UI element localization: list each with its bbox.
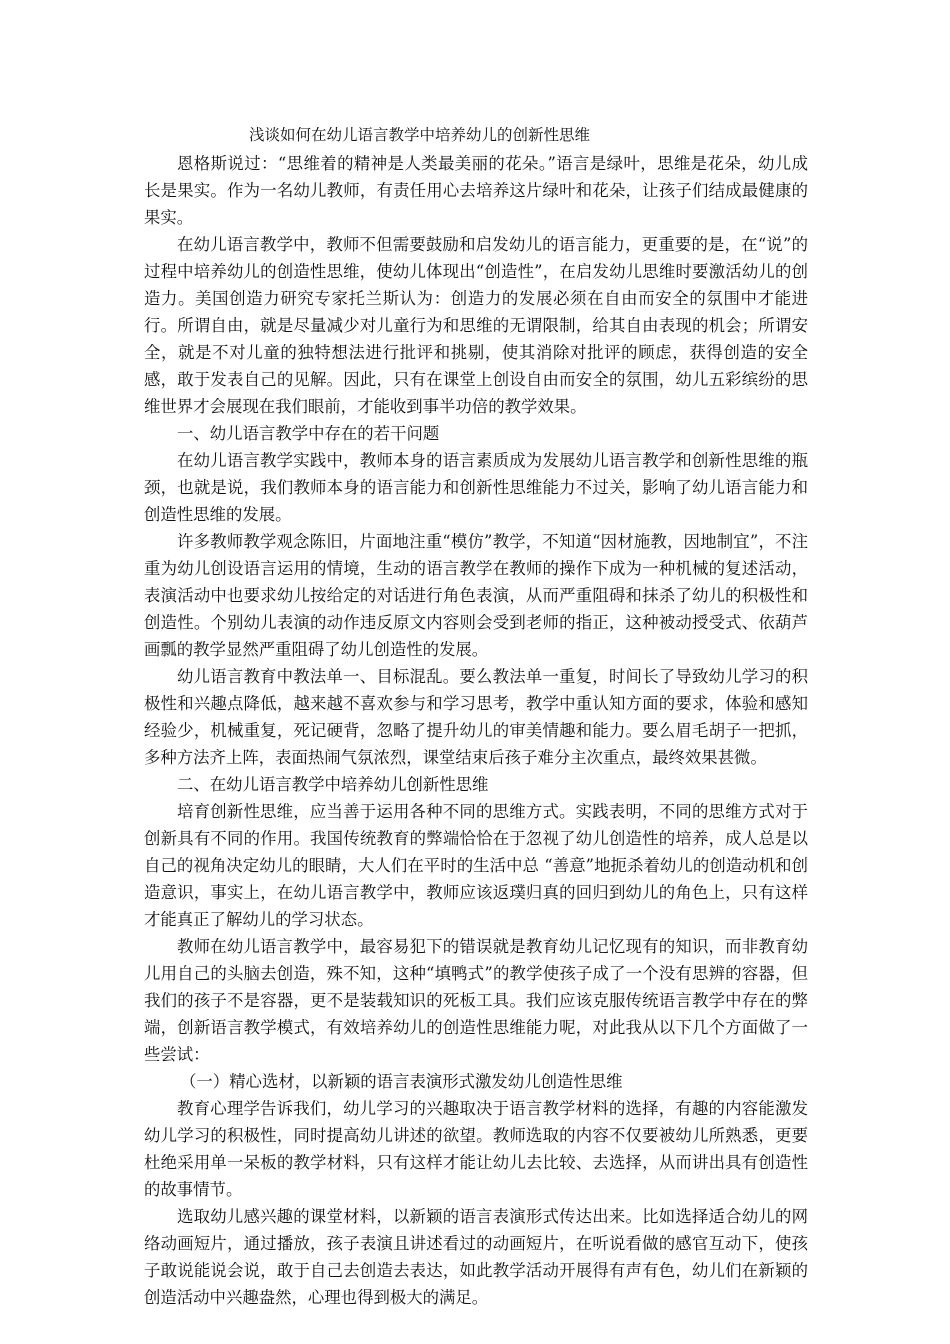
paragraph-outdated-concepts: 许多教师教学观念陈旧，片面地注重“模仿”教学，不知道“因材施教，因地制宜”，不注重为幼儿创设语言运用的情境，生动的语言教学在教师的操作下成为一种机械的复述活动，表演活动中也要求幼儿按给定的对话进行角色表演，从而严重阻碍和抹杀了幼儿的积极性和创造性。个别幼儿表演的动作违反原文内容则会受到老师的指正，这种被动授受式、依葫芦画瓢的教学显然严重阻碍了幼儿创造性的发展。 (144, 532, 808, 659)
paragraph-creative-thinking: 在幼儿语言教学中，教师不但需要鼓励和启发幼儿的语言能力，更重要的是，在“说”的过程中培养幼儿的创造性思维，使幼儿体现出“创造性”，在启发幼儿思维时要激活幼儿的创造力。美国创造力研究专家托兰斯认为：创造力的发展必须在自由而安全的氛围中才能进行。所谓自由，就是尽量减少对儿童行为和思维的无谓限制，给其自由表现的机会；所谓安全，就是不对儿童的独特想法进行批评和挑剔，使其消除对批评的顾虑，获得创造的安全感，敢于发表自己的见解。因此，只有在课堂上创设自由而安全的氛围，幼儿五彩缤纷的思维世界才会展现在我们眼前，才能收到事半功倍的教学效果。 (144, 235, 808, 416)
section-heading-problems: 一、幼儿语言教学中存在的若干问题 (177, 424, 440, 443)
paragraph-common-mistake: 教师在幼儿语言教学中，最容易犯下的错误就是教育幼儿记忆现有的知识，而非教育幼儿用自己的头脑去创造，殊不知，这种“填鸭式”的教学使孩子成了一个没有思辨的容器，但我们的孩子不是容器，更不是装载知识的死板工具。我们应该克服传统语言教学中存在的弊端，创新语言教学模式，有效培养幼儿的创造性思维能力呢，对此我从以下几个方面做了一些尝试： (144, 937, 808, 1064)
subsection-heading-material: （一）精心选材，以新颖的语言表演形式激发幼儿创造性思维 (180, 1072, 623, 1091)
document-title: 浅谈如何在幼儿语言教学中培养幼儿的创新性思维 (249, 126, 591, 144)
document-body (144, 120, 808, 1311)
paragraph-interesting-material: 选取幼儿感兴趣的课堂材料，以新颖的语言表演形式传达出来。比如选择适合幼儿的网络动画短片，通过播放，孩子表演且讲述看过的动画短片，在听说看做的感官互动下，使孩子敢说能说会说，敢于自己去创造去表达，如此教学活动开展得有声有色，幼儿们在新颖的创造活动中兴趣盎然，心理也得到极大的满足。 (144, 1207, 808, 1307)
section-heading-cultivation: 二、在幼儿语言教学中培养幼儿创新性思维 (177, 775, 489, 794)
paragraph-teacher-bottleneck: 在幼儿语言教学实践中，教师本身的语言素质成为发展幼儿语言教学和创新性思维的瓶颈，也就是说，我们教师本身的语言能力和创新性思维能力不过关，影响了幼儿语言能力和创造性思维的发展。 (144, 451, 808, 524)
paragraph-thinking-modes: 培育创新性思维，应当善于运用各种不同的思维方式。实践表明，不同的思维方式对于创新具有不同的作用。我国传统教育的弊端恰恰在于忽视了幼儿创造性的培养，成人总是以自己的视角决定幼儿的眼睛，大人们在平时的生活中总 “善意”地扼杀着幼儿的创造动机和创造意识，事实上，在幼儿语言教学中，教师应该返璞归真的回归到幼儿的角色上，只有这样才能真正了解幼儿的学习状态。 (144, 802, 808, 929)
paragraph-intro-engels: 恩格斯说过：“思维着的精神是人类最美丽的花朵。”语言是绿叶，思维是花朵，幼儿成长是果实。作为一名幼儿教师，有责任用心去培养这片绿叶和花朵，让孩子们结成最健康的果实。 (144, 154, 808, 227)
paragraph-material-selection: 教育心理学告诉我们，幼儿学习的兴趣取决于语言教学材料的选择，有趣的内容能激发幼儿学习的积极性，同时提高幼儿讲述的欲望。教师选取的内容不仅要被幼儿所熟悉，更要杜绝采用单一呆板的教学材料，只有这样才能让幼儿去比较、去选择，从而讲出具有创造性的故事情节。 (144, 1099, 808, 1199)
paragraph-single-method: 幼儿语言教育中教法单一、目标混乱。要么教法单一重复，时间长了导致幼儿学习的积极性和兴趣点降低，越来越不喜欢参与和学习思考，教学中重认知方面的要求，体验和感知经验少，机械重复，死记硬背，忽略了提升幼儿的审美情趣和能力。要么眉毛胡子一把抓，多种方法齐上阵，表面热闹气氛浓烈，课堂结束后孩子难分主次重点，最终效果甚微。 (144, 667, 808, 767)
